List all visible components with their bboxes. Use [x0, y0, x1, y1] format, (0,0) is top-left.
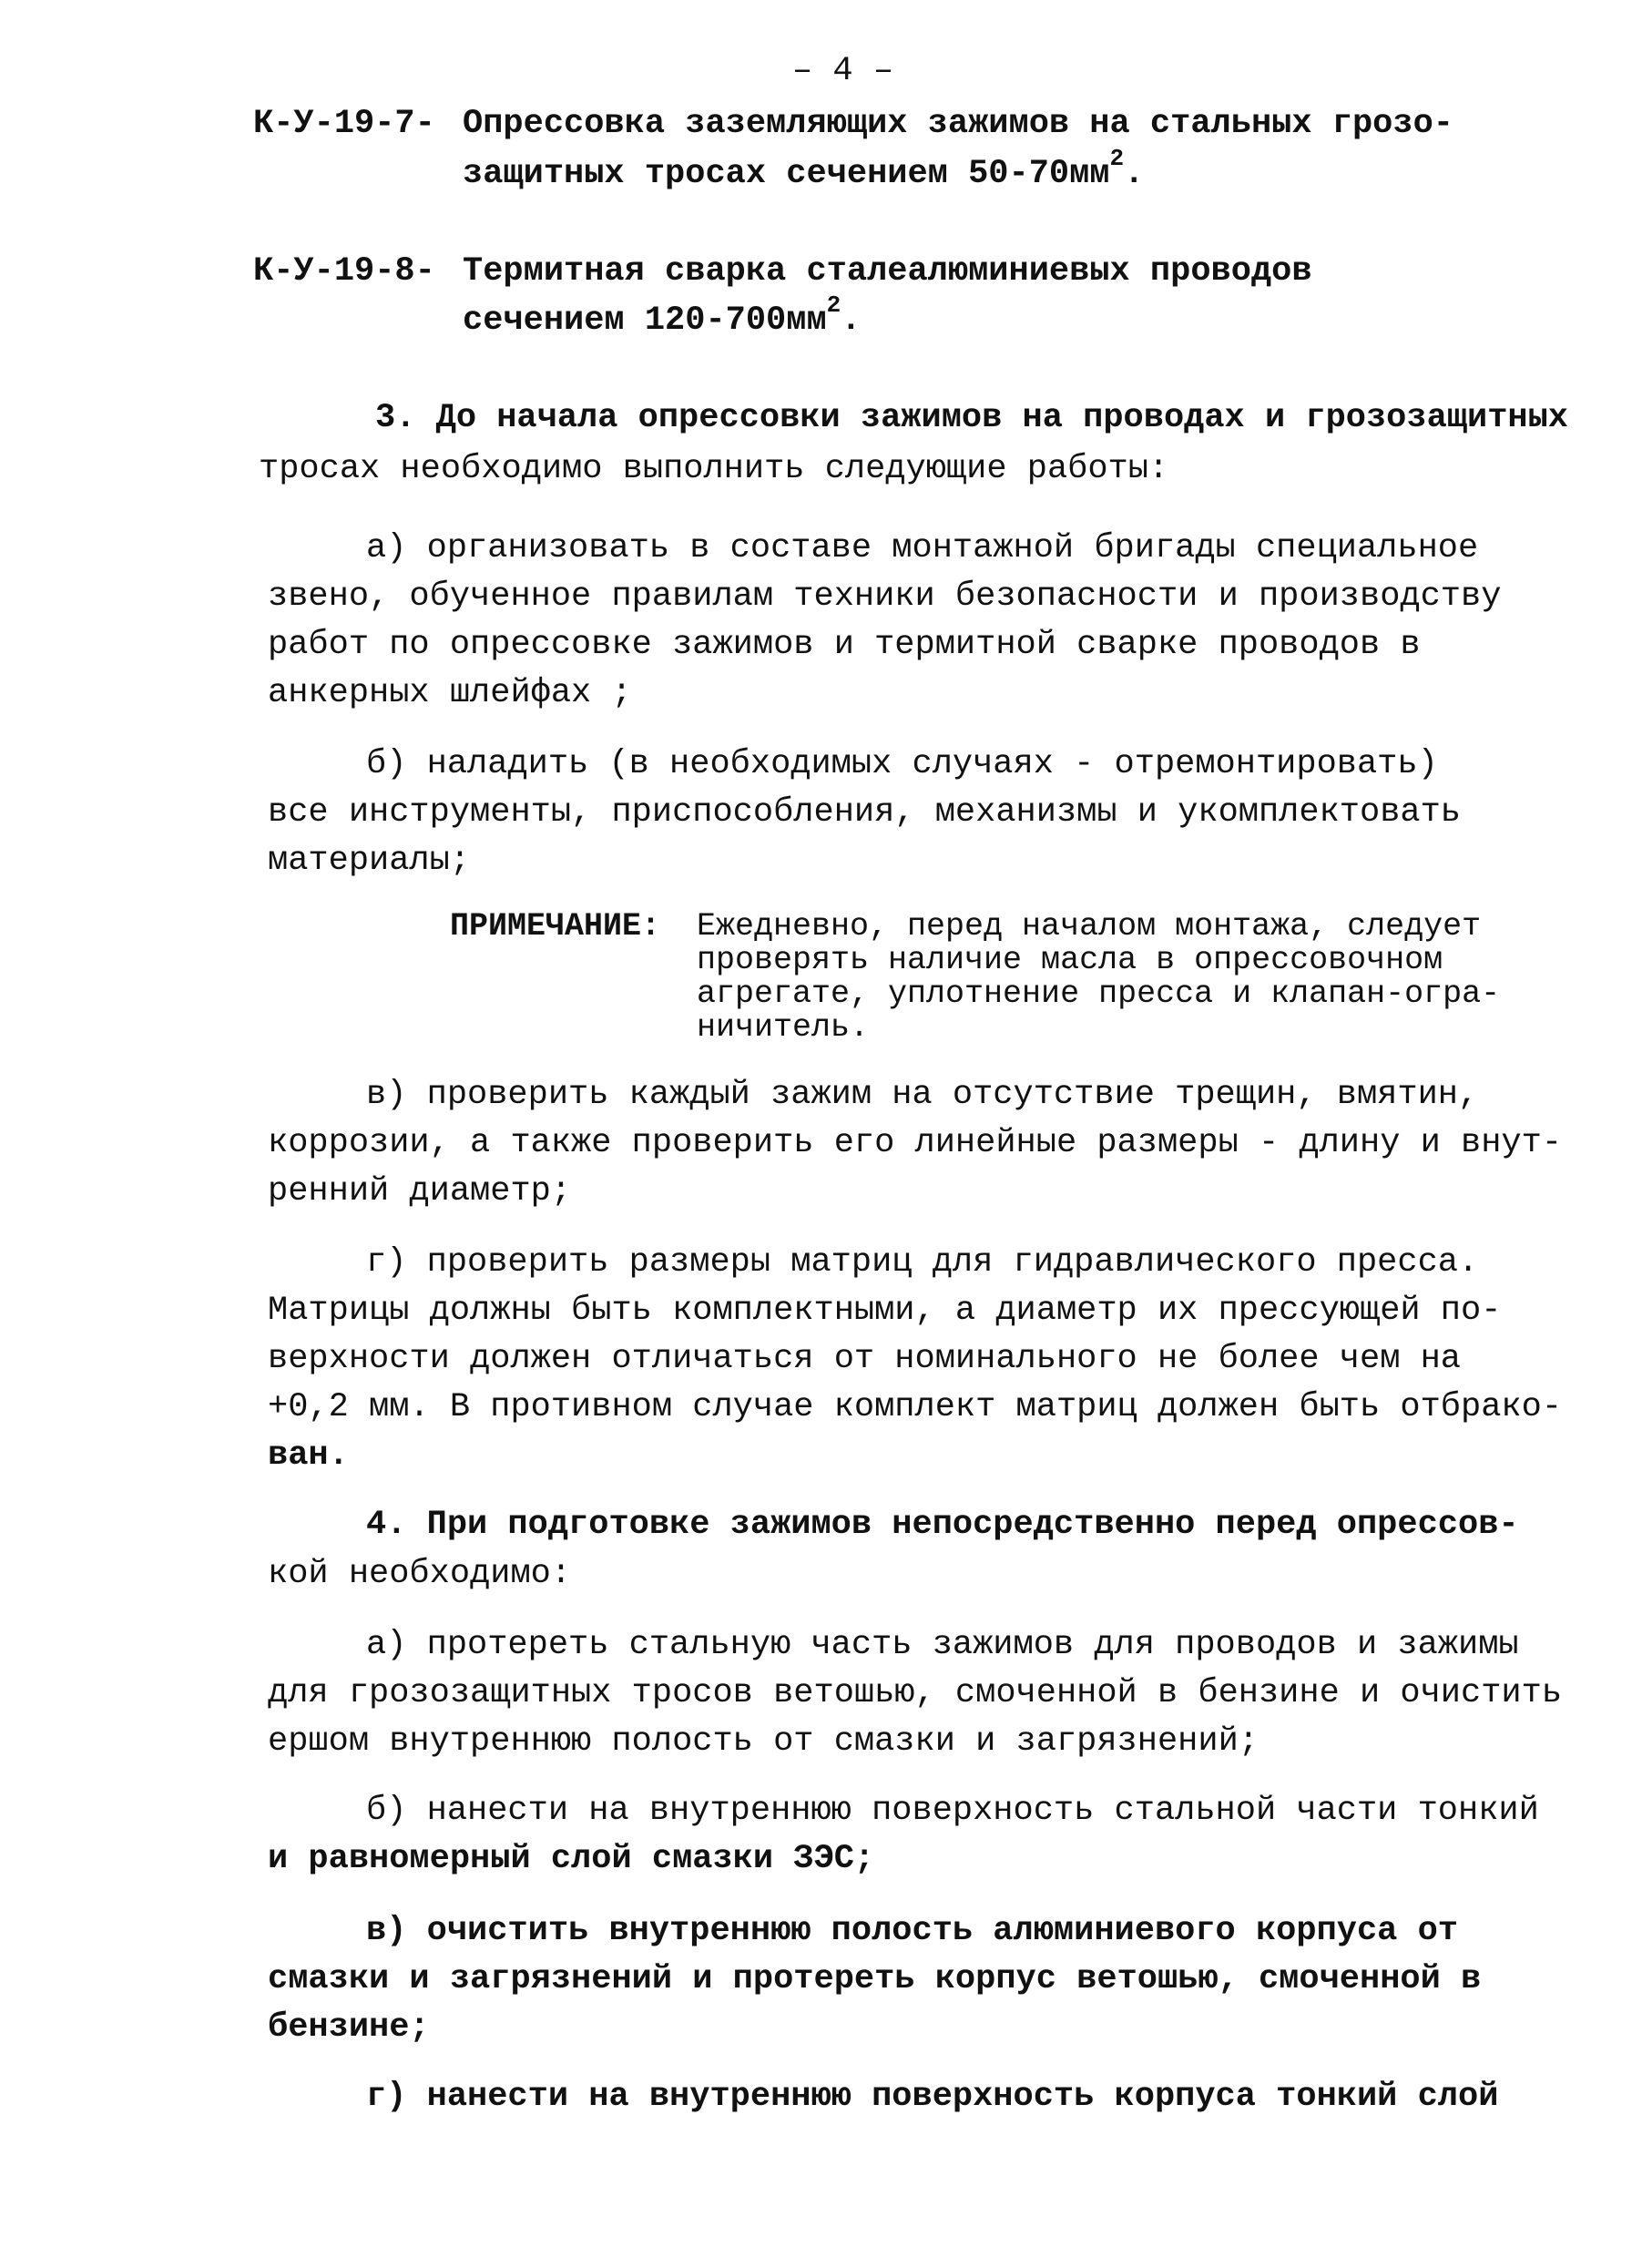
paragraph-line: Матрицы должны быть комплектными, а диаметр их прессующей по-: [268, 1292, 1502, 1330]
note-line: Ежедневно, перед началом монтажа, следует: [697, 908, 1482, 945]
paragraph-line: ершом внутреннюю полость от смазки и загрязнений;: [268, 1722, 1259, 1761]
section-heading-line: 4. При подготовке зажимов непосредственно перед опрессов-: [366, 1506, 1519, 1544]
paragraph-line: а) протереть стальную часть зажимов для проводов и зажимы: [366, 1626, 1519, 1664]
paragraph-line: б) нанести на внутреннюю поверхность стальной части тонкий: [366, 1792, 1539, 1830]
paragraph-line: г) нанести на внутреннюю поверхность корпуса тонкий слой: [366, 2078, 1499, 2116]
paragraph-line: смазки и загрязнений и протереть корпус ветошью, смоченной в: [268, 1960, 1482, 1998]
paragraph-line: в) очистить внутреннюю полость алюминиевого корпуса от: [366, 1912, 1458, 1950]
superscript: 2: [1109, 144, 1125, 172]
note-line: агрегате, уплотнение пресса и клапан-огра-: [697, 976, 1501, 1012]
item-text-line: Опрессовка заземляющих зажимов на стальных грозо-: [463, 105, 1453, 143]
paragraph-line: коррозии, а также проверить его линейные размеры - длину и внут-: [268, 1124, 1563, 1162]
paragraph-line: ван.: [268, 1436, 349, 1475]
paragraph-line: г) проверить размеры матриц для гидравлического пресса.: [366, 1243, 1479, 1282]
item-code: К-У-19-8-: [253, 252, 435, 291]
item-text-line: Термитная сварка сталеалюминиевых проводов: [463, 252, 1312, 291]
item-code: К-У-19-7-: [253, 105, 435, 143]
paragraph-line: б) наладить (в необходимых случаях - отремонтировать): [366, 745, 1438, 783]
item-text-fragment: защитных тросах сечением 50-70мм: [463, 155, 1110, 193]
paragraph-line: ренний диаметр;: [268, 1172, 572, 1211]
item-text-line: [463, 144, 1145, 198]
paragraph-line: для грозозащитных тросов ветошью, смоченной в бензине и очистить: [268, 1674, 1563, 1712]
section-heading-line: тросах необходимо выполнить следующие работы:: [259, 450, 1169, 488]
note-label: ПРИМЕЧАНИЕ:: [450, 908, 661, 945]
item-text-fragment: .: [841, 301, 862, 340]
paragraph-line: все инструменты, приспособления, механизмы и укомплектовать: [268, 793, 1462, 832]
paragraph-line: +0,2 мм. В противном случае комплект матриц должен быть отбрако-: [268, 1388, 1563, 1426]
paragraph-line: материалы;: [268, 842, 471, 880]
paragraph-line: работ по опрессовке зажимов и термитной сварке проводов в: [268, 626, 1421, 664]
paragraph-line: в) проверить каждый зажим на отсутствие трещин, вмятин,: [366, 1076, 1479, 1114]
superscript: 2: [826, 291, 841, 319]
paragraph-line: звено, обученное правилам техники безопасности и производству: [268, 577, 1502, 616]
section-heading-line: 3. До начала опрессовки зажимов на проводах и грозозащитных: [375, 399, 1569, 437]
note-line: проверять наличие масла в опрессовочном: [697, 942, 1443, 978]
paragraph-line: анкерных шлейфах ;: [268, 674, 632, 712]
paragraph-line: верхности должен отличаться от номинального не более чем на: [268, 1340, 1462, 1378]
page-number: – 4 –: [792, 52, 894, 90]
paragraph-line: и равномерный слой смазки ЗЭС;: [268, 1840, 875, 1878]
paragraph-line: бензине;: [268, 2008, 430, 2047]
item-text-fragment: сечением 120-700мм: [463, 301, 827, 340]
item-text-fragment: .: [1124, 155, 1145, 193]
section-heading-line: кой необходимо:: [268, 1555, 572, 1593]
item-text-line: [463, 291, 862, 344]
paragraph-line: а) организовать в составе монтажной бригады специальное: [366, 529, 1479, 567]
note-line: ничитель.: [697, 1009, 870, 1046]
